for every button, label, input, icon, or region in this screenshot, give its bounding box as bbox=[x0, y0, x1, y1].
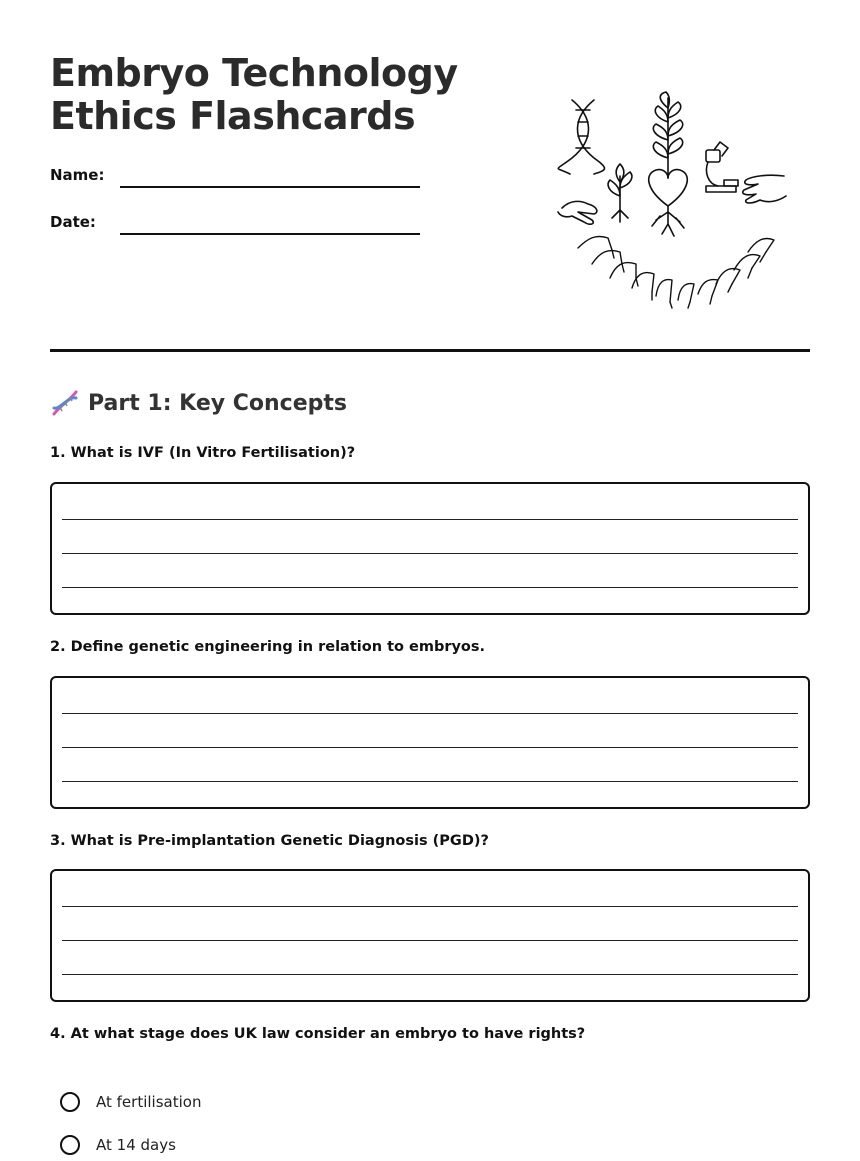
answer-box-1[interactable] bbox=[50, 482, 810, 615]
answer-line bbox=[62, 906, 798, 907]
microscope-icon bbox=[706, 142, 738, 192]
answer-line bbox=[62, 553, 798, 554]
answer-line bbox=[62, 519, 798, 520]
dna-emoji-icon bbox=[50, 388, 80, 418]
dna-icon bbox=[558, 100, 604, 174]
name-label: Name: bbox=[50, 166, 105, 184]
radio-button[interactable] bbox=[60, 1135, 80, 1155]
name-field[interactable] bbox=[120, 186, 420, 188]
answer-line bbox=[62, 974, 798, 975]
sprout-icon bbox=[608, 164, 632, 222]
hand-icon bbox=[743, 175, 786, 203]
answer-box-3[interactable] bbox=[50, 869, 810, 1002]
answer-line bbox=[62, 781, 798, 782]
option-label: At fertilisation bbox=[96, 1093, 202, 1111]
answer-line bbox=[62, 940, 798, 941]
question-3: 3. What is Pre-implantation Genetic Diagnosis (PGD)? bbox=[50, 833, 489, 849]
plant-icon bbox=[653, 92, 682, 178]
section-title-text: Part 1: Key Concepts bbox=[88, 390, 347, 416]
title-line-2: Ethics Flashcards bbox=[50, 94, 416, 138]
heart-icon bbox=[649, 170, 688, 236]
answer-line bbox=[62, 747, 798, 748]
divider bbox=[50, 349, 810, 352]
question-2: 2. Define genetic engineering in relation to embryos. bbox=[50, 639, 486, 655]
option-at-fertilisation[interactable] bbox=[60, 1092, 201, 1112]
option-at-14-days[interactable] bbox=[60, 1135, 176, 1155]
option-label: At 14 days bbox=[96, 1136, 176, 1154]
date-field[interactable] bbox=[120, 233, 420, 235]
answer-box-2[interactable] bbox=[50, 676, 810, 809]
answer-line bbox=[62, 587, 798, 588]
question-1: 1. What is IVF (In Vitro Fertilisation)? bbox=[50, 445, 356, 461]
ethics-illustration bbox=[548, 88, 798, 310]
radio-button[interactable] bbox=[60, 1092, 80, 1112]
question-4: 4. At what stage does UK law consider an embryo to have rights? bbox=[50, 1026, 586, 1042]
page-title bbox=[50, 52, 458, 138]
title-line-1: Embryo Technology bbox=[50, 51, 458, 95]
section-title bbox=[50, 388, 347, 418]
date-label: Date: bbox=[50, 213, 96, 231]
answer-line bbox=[62, 713, 798, 714]
